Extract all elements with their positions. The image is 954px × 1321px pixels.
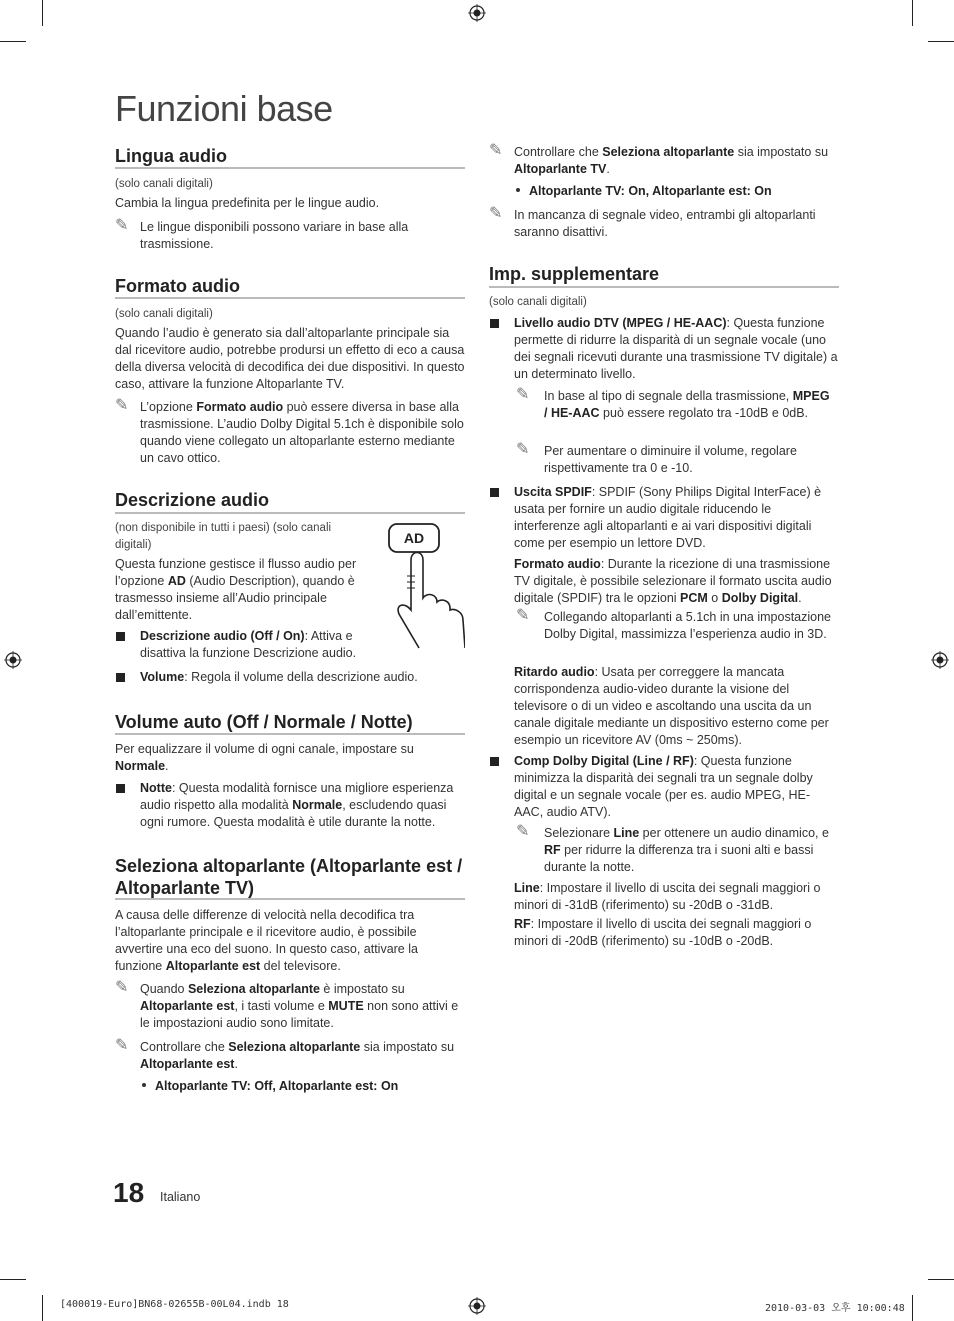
section-subtitle: (solo canali digitali)	[489, 296, 587, 308]
section-heading-formato: Formato audio	[115, 276, 240, 296]
page-number: 18	[113, 1177, 145, 1208]
pencil-note-icon: ✎	[516, 607, 530, 624]
note-text: In mancanza di segnale video, entrambi gli altoparlanti saranno disattivi.	[514, 208, 816, 239]
bullet-square-icon	[116, 632, 125, 641]
list-item: Uscita SPDIF: SPDIF (Sony Philips Digital InterFace) è usata per fornire un audio digitale riducendo le interferenze agli altoparlanti e ai vari dispositivi digitali come per esempio un lettore DVD.	[514, 485, 822, 550]
pencil-note-icon: ✎	[115, 217, 129, 234]
remote-ad-illustration	[385, 520, 465, 650]
pencil-note-icon: ✎	[516, 823, 530, 840]
list-item: Volume: Regola il volume della descrizione audio.	[140, 670, 418, 684]
crop-mark	[0, 1279, 26, 1280]
note-text: In base al tipo di segnale della trasmissione, MPEG / HE-AAC può essere regolato tra -10dB e 0dB.	[544, 389, 830, 420]
bullet-square-icon	[116, 784, 125, 793]
list-item: Altoparlante TV: Off, Altoparlante est: On	[155, 1079, 399, 1093]
note-text: Per aumentare o diminuire il volume, regolare rispettivamente tra 0 e -10.	[544, 444, 797, 475]
footer-file: [400019-Euro]BN68-02655B-00L04.indb 18	[60, 1299, 289, 1310]
pencil-note-icon: ✎	[516, 386, 530, 403]
pencil-note-icon: ✎	[516, 441, 530, 458]
section-subtitle: (solo canali digitali)	[115, 178, 213, 190]
bullet-square-icon	[490, 488, 499, 497]
section-divider	[115, 297, 465, 299]
note-text: Quando Seleziona altoparlante è impostato su Altoparlante est, i tasti volume e MUTE non sono attivi e le impostazioni audio sono limitate.	[140, 982, 459, 1030]
section-body: Cambia la lingua predefinita per le lingue audio.	[115, 196, 380, 210]
section-divider	[115, 898, 465, 900]
section-heading-lingua: Lingua audio	[115, 146, 227, 166]
section-body: A causa delle differenze di velocità nella decodifica tra l’altoparlante principale e il ricevitore audio, è possibile avvertire una eco del suono. In questo caso, attivare la funzione Altoparlante est del televisore.	[115, 908, 418, 973]
page-title: Funzioni base	[115, 88, 333, 129]
crop-mark	[928, 1279, 954, 1280]
pencil-note-icon: ✎	[115, 979, 129, 996]
section-body: Questa funzione gestisce il flusso audio per l’opzione AD (Audio Description), quando è trasmesso insieme all’Audio principale dall’emittente.	[115, 557, 357, 622]
sub-item: RF: Impostare il livello di uscita dei segnali maggiori o minori di -20dB (riferimento) su -10dB o -20dB.	[514, 917, 812, 948]
note-text: Controllare che Seleziona altoparlante sia impostato su Altoparlante est.	[140, 1040, 455, 1071]
section-heading-imp: Imp. supplementare	[489, 264, 660, 284]
section-heading-descrizione: Descrizione audio	[115, 490, 270, 510]
footer-date: 2010-03-03 오후 10:00:48	[765, 1303, 905, 1314]
sub-item: Formato audio: Durante la ricezione di una trasmissione TV digitale, è possibile selezionare il formato uscita audio digitale (SPDIF) tra le opzioni PCM o Dolby Digital.	[514, 557, 832, 605]
ad-button-label: AD	[403, 530, 425, 546]
section-divider	[115, 167, 465, 169]
section-subtitle: (solo canali digitali)	[115, 308, 213, 320]
page-language: Italiano	[160, 1190, 201, 1204]
sub-item: Line: Impostare il livello di uscita dei segnali maggiori o minori di -31dB (riferimento) su -20dB o -31dB.	[514, 881, 821, 912]
section-divider	[489, 286, 839, 288]
pencil-note-icon: ✎	[115, 397, 129, 414]
list-item: Comp Dolby Digital (Line / RF): Questa funzione minimizza la disparità dei segnali tra un segnale dolby digital e un segnale vocale (per es. audio MPEG, HE-AAC, audio ATV).	[514, 754, 813, 819]
list-item: Livello audio DTV (MPEG / HE-AAC): Questa funzione permette di ridurre la disparità di un segnale vocale (uno dei segnali ricevuti durante una trasmissione TV digitale) a un determinato livello.	[514, 316, 838, 381]
section-body: Quando l’audio è generato sia dall’altoparlante principale sia dal ricevitore audio, potrebbe prodursi un effetto di eco a causa della diversa velocità di decodifica dei due dispositivi. In questo caso, attivare la funzione Altoparlante TV.	[115, 326, 465, 391]
bullet-dot-icon	[516, 188, 520, 192]
crop-mark	[0, 41, 26, 42]
registration-mark-icon	[468, 1297, 486, 1315]
sub-item: Ritardo audio: Usata per correggere la mancata corrispondenza audio-video durante la visione del televisore o di un video e ascoltando una uscita da un canale digitale mediante un dispositivo esterno come per esempio un ricevitore AV (0ms ~ 250ms).	[514, 665, 829, 747]
note-text: L’opzione Formato audio può essere diversa in base alla trasmissione. L’audio Dolby Digital 5.1ch è disponibile solo quando viene collegato un altoparlante esterno mediante un cavo ottico.	[140, 400, 464, 465]
section-heading-volume: Volume auto (Off / Normale / Notte)	[115, 712, 413, 732]
bullet-square-icon	[116, 673, 125, 682]
list-item: Descrizione audio (Off / On): Attiva e disattiva la funzione Descrizione audio.	[140, 629, 357, 660]
section-body: Per equalizzare il volume di ogni canale, impostare su Normale.	[115, 742, 414, 773]
pencil-note-icon: ✎	[489, 205, 503, 222]
bullet-dot-icon	[142, 1083, 146, 1087]
list-item: Altoparlante TV: On, Altoparlante est: On	[529, 184, 772, 198]
bullet-square-icon	[490, 757, 499, 766]
note-text: Controllare che Seleziona altoparlante sia impostato su Altoparlante TV.	[514, 145, 829, 176]
crop-mark	[912, 1295, 913, 1321]
bullet-square-icon	[490, 319, 499, 328]
pencil-note-icon: ✎	[489, 142, 503, 159]
section-divider	[115, 512, 465, 514]
registration-mark-icon	[931, 651, 949, 669]
note-text: Le lingue disponibili possono variare in base alla trasmissione.	[140, 220, 409, 251]
crop-mark	[42, 0, 43, 26]
crop-mark	[42, 1295, 43, 1321]
list-item: Notte: Questa modalità fornisce una migliore esperienza audio rispetto alla modalità Normale, escludendo quasi ogni rumore. Questa modalità è utile durante la notte.	[140, 781, 454, 829]
pencil-note-icon: ✎	[115, 1037, 129, 1054]
crop-mark	[928, 41, 954, 42]
section-heading-seleziona: Seleziona altoparlante (Altoparlante est / Altoparlante TV)	[115, 856, 463, 898]
note-text: Collegando altoparlanti a 5.1ch in una impostazione Dolby Digital, massimizza l’esperienza audio in 3D.	[544, 610, 831, 641]
registration-mark-icon	[468, 4, 486, 22]
section-divider	[115, 733, 465, 735]
crop-mark	[912, 0, 913, 26]
section-subtitle: (non disponibile in tutti i paesi) (solo canali digitali)	[115, 522, 332, 551]
note-text: Selezionare Line per ottenere un audio dinamico, e RF per ridurre la differenza tra i suoni alti e bassi durante la notte.	[544, 826, 829, 874]
registration-mark-icon	[4, 651, 22, 669]
